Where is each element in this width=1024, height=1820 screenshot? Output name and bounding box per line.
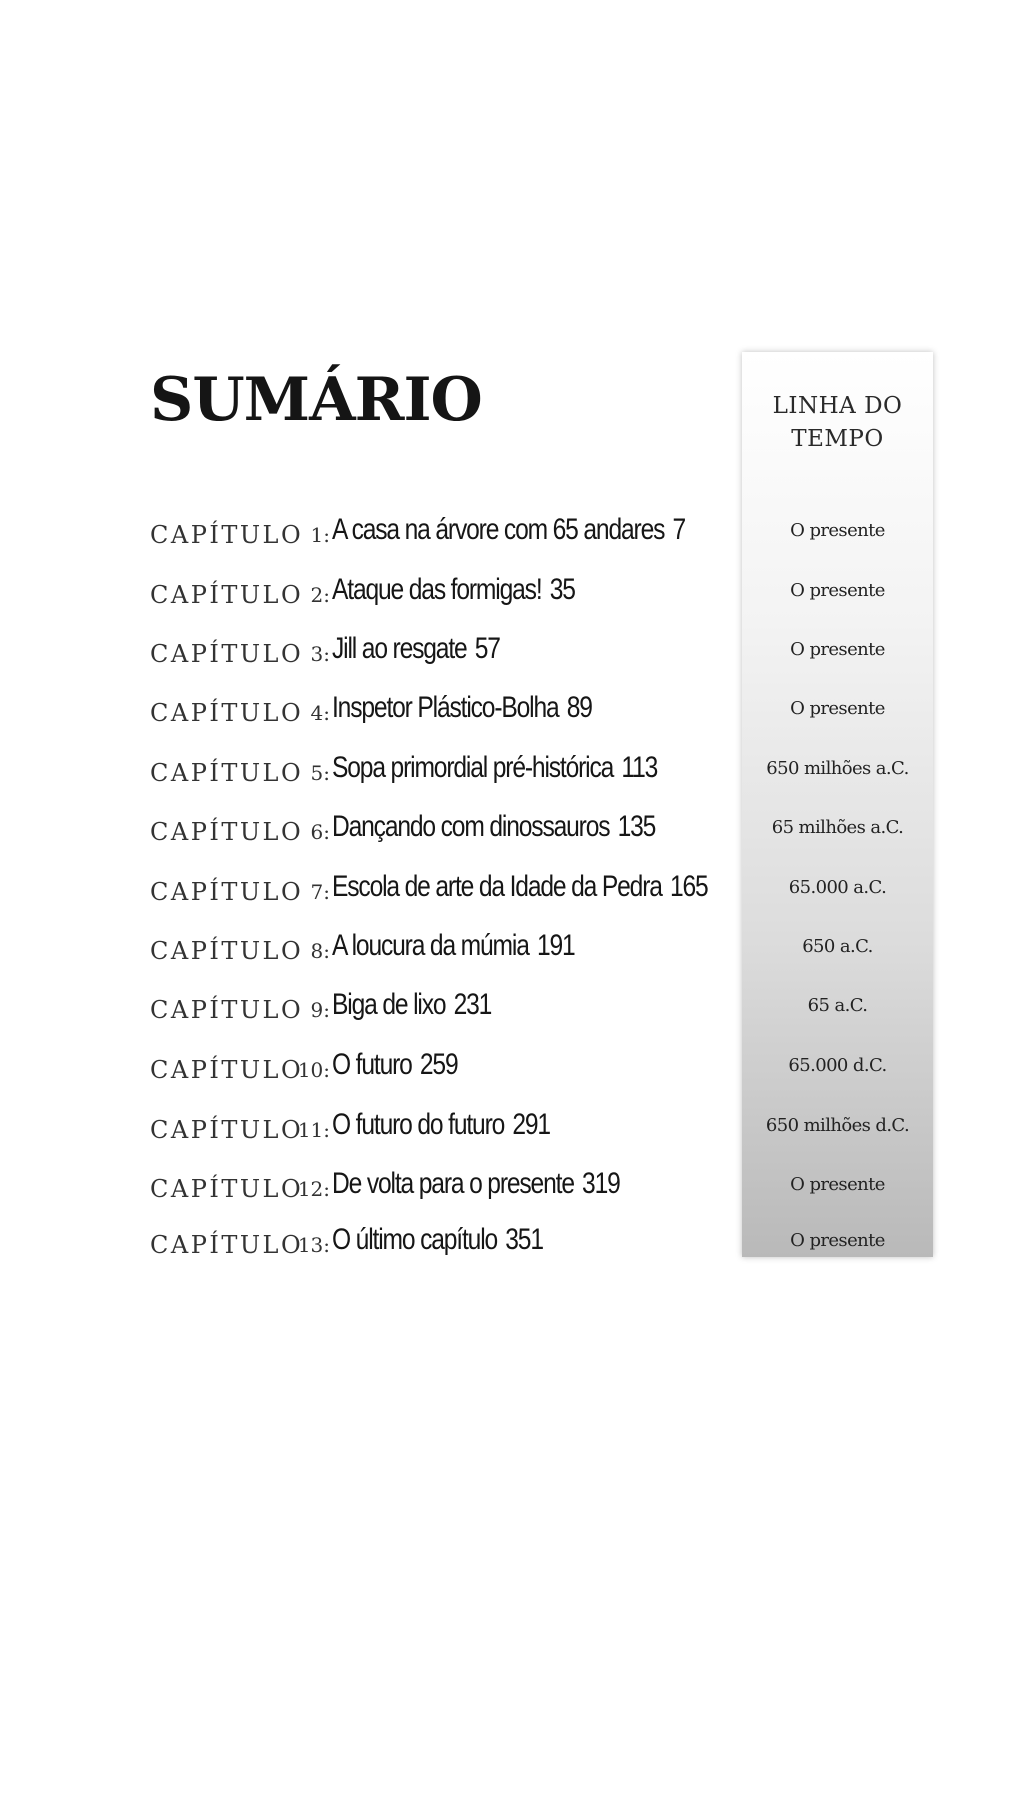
chapter-title: A casa na árvore com 65 andares [332,513,665,546]
toc-row[interactable] [0,1044,1024,1094]
timeline-label: 650 milhões d.C. [765,1115,910,1136]
chapter-number: 6: [310,820,330,844]
toc-row[interactable] [0,509,1024,559]
chapter-title: De volta para o presente [332,1167,574,1200]
toc-row[interactable] [0,628,1024,678]
chapter-prefix: CAPÍTULO [150,759,304,787]
chapter-page-number: 135 [617,810,656,843]
toc-row[interactable] [0,866,1024,916]
chapter-page-number: 191 [536,929,575,962]
chapter-title-group [332,1223,543,1257]
chapter-page-number: 113 [621,751,658,784]
toc-row[interactable] [0,984,1024,1034]
toc-row[interactable] [0,925,1024,975]
chapter-prefix: CAPÍTULO [150,1231,304,1259]
chapter-page-number: 165 [669,870,708,903]
chapter-page-number: 57 [474,632,500,665]
timeline-header-line1: LINHA DO [772,393,903,419]
timeline-label: O presente [790,1174,885,1195]
toc-row[interactable] [0,1163,1024,1213]
timeline-header [742,390,933,456]
chapter-title: Dançando com dinossauros [332,810,610,843]
toc-row[interactable] [0,747,1024,797]
chapter-number: 10: [297,1058,330,1082]
chapter-title-group [332,1108,550,1142]
chapter-number: 11: [297,1118,330,1142]
chapter-page-number: 89 [566,691,592,724]
chapter-number: 4: [310,701,330,725]
chapter-prefix: CAPÍTULO [150,1175,304,1203]
chapter-prefix: CAPÍTULO [150,878,304,906]
toc-row[interactable] [0,806,1024,856]
chapter-prefix: CAPÍTULO [150,1116,304,1144]
chapter-page-number: 7 [672,513,686,546]
chapter-number: 7: [310,880,330,904]
chapter-page-number: 291 [512,1108,550,1141]
chapter-page-number: 319 [582,1167,620,1200]
chapter-title: Biga de lixo [332,988,446,1021]
chapter-prefix: CAPÍTULO [150,937,304,965]
timeline-label: 65 milhões a.C. [771,817,904,838]
chapter-page-number: 35 [549,573,575,606]
timeline-label: O presente [790,698,885,719]
timeline-label: 650 a.C. [802,936,873,957]
timeline-label: 650 milhões a.C. [766,758,909,779]
chapter-title: A loucura da múmia [332,929,529,962]
chapter-title: Ataque das formigas! [332,573,542,606]
chapter-page-number: 259 [419,1048,458,1081]
chapter-number: 2: [310,583,330,607]
timeline-label: 65.000 d.C. [788,1055,887,1076]
chapter-prefix: CAPÍTULO [150,818,304,846]
chapter-number: 1: [310,523,330,547]
chapter-title-group [332,1167,620,1201]
chapter-title-group [332,988,491,1022]
timeline-label: O presente [790,639,885,660]
chapter-title-group [332,573,575,607]
chapter-page-number: 351 [505,1223,543,1256]
timeline-label: O presente [790,1230,885,1251]
chapter-prefix: CAPÍTULO [150,699,304,727]
chapter-number: 8: [310,939,330,963]
chapter-title: Sopa primordial pré-histórica [332,751,614,784]
chapter-prefix: CAPÍTULO [150,521,304,549]
chapter-title: O futuro [332,1048,412,1081]
chapter-number: 9: [310,998,330,1022]
page-title: SUMÁRIO [150,365,482,435]
chapter-title-group [332,1048,457,1082]
chapter-page-number: 231 [453,988,492,1021]
chapter-title: Jill ao resgate [332,632,467,665]
chapter-number: 5: [310,761,330,785]
chapter-title-group [332,632,500,666]
timeline-header-line2: TEMPO [791,426,884,452]
chapter-title: Escola de arte da Idade da Pedra [332,870,662,903]
chapter-title: Inspetor Plástico-Bolha [332,691,559,724]
chapter-prefix: CAPÍTULO [150,581,304,609]
timeline-label: 65 a.C. [807,995,868,1016]
chapter-title-group [332,751,657,785]
toc-row[interactable] [0,569,1024,619]
chapter-title-group [332,929,575,963]
chapter-number: 12: [297,1177,330,1201]
toc-row[interactable] [0,1219,1024,1269]
chapter-title-group [332,691,592,725]
timeline-label: 65.000 a.C. [788,877,887,898]
chapter-title-group [332,810,655,844]
chapter-title-group [332,513,685,547]
chapter-title-group [332,870,708,904]
timeline-label: O presente [790,580,885,601]
chapter-prefix: CAPÍTULO [150,1056,304,1084]
chapter-prefix: CAPÍTULO [150,640,304,668]
chapter-title: O último capítulo [332,1223,498,1256]
chapter-number: 3: [310,642,330,666]
timeline-label: O presente [790,520,885,541]
chapter-number: 13: [297,1233,330,1257]
toc-row[interactable] [0,1104,1024,1154]
toc-row[interactable] [0,687,1024,737]
chapter-title: O futuro do futuro [332,1108,505,1141]
chapter-prefix: CAPÍTULO [150,996,304,1024]
